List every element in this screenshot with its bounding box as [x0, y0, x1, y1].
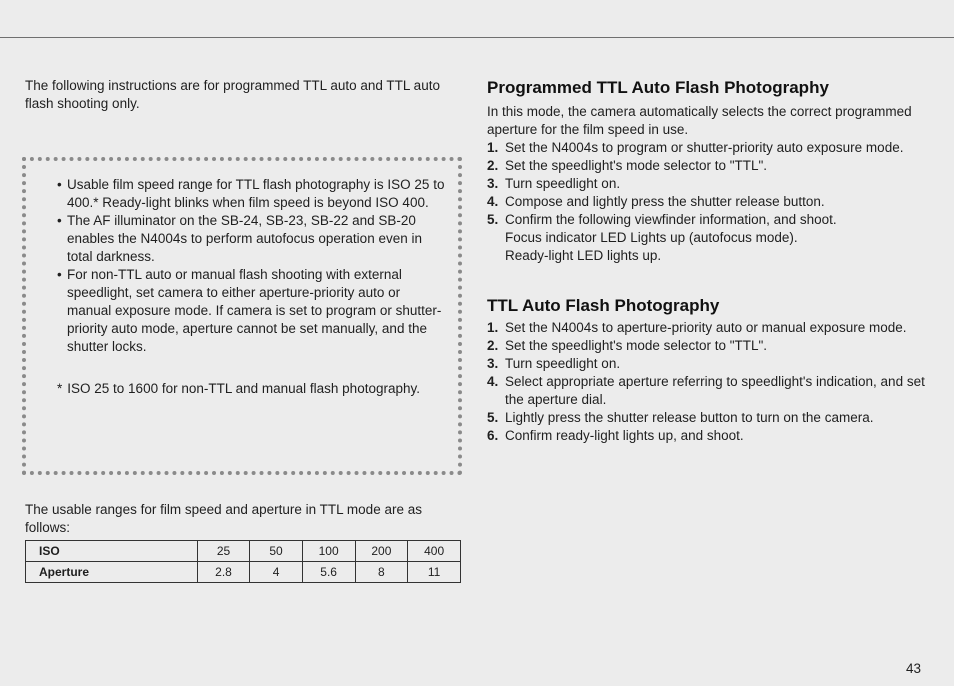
- step-number: 2.: [487, 158, 499, 173]
- step-number: 1.: [487, 320, 499, 335]
- footnote: [57, 380, 447, 398]
- programmed-heading: Programmed TTL Auto Flash Photography: [487, 78, 829, 97]
- table-cell: 200: [355, 541, 408, 562]
- table-row-aperture: [26, 562, 461, 583]
- table-cell: 11: [408, 562, 461, 583]
- table-cell: 2.8: [197, 562, 250, 583]
- step-item: [487, 319, 932, 337]
- step-subtext: Focus indicator LED Lights up (autofocus mode).: [505, 230, 798, 245]
- step-number: 5.: [487, 410, 499, 425]
- programmed-steps: [487, 139, 932, 265]
- step-text: Set the N4004s to program or shutter-priority auto exposure mode.: [505, 140, 904, 155]
- step-item: [487, 373, 932, 409]
- step-number: 5.: [487, 212, 499, 227]
- footnote-text: ISO 25 to 1600 for non-TTL and manual flash photography.: [67, 381, 420, 396]
- step-text: Set the speedlight's mode selector to "TTL".: [505, 338, 768, 353]
- step-text: Select appropriate aperture referring to speedlight's indication, and set the aperture dial.: [505, 374, 925, 407]
- table-intro: The usable ranges for film speed and aperture in TTL mode are as follows:: [25, 502, 422, 535]
- note-item: • The AF illuminator on the SB-24, SB-23, SB-22 and SB-20 enables the N4004s to perform autofocus operation even in total darkness.: [36, 212, 446, 266]
- notes-list: [36, 176, 446, 356]
- step-text: Lightly press the shutter release button to turn on the camera.: [505, 410, 874, 425]
- step-text: Turn speedlight on.: [505, 176, 621, 191]
- table-row-iso: [26, 541, 461, 562]
- intro-text: The following instructions are for programmed TTL auto and TTL auto flash shooting only.: [25, 78, 440, 111]
- step-text: Confirm the following viewfinder information, and shoot.: [505, 212, 837, 227]
- step-number: 6.: [487, 428, 499, 443]
- step-item: [487, 355, 932, 373]
- step-item: [487, 211, 932, 265]
- ranges-table: [25, 540, 461, 583]
- step-text: Compose and lightly press the shutter release button.: [505, 194, 825, 209]
- step-item: [487, 175, 932, 193]
- table-row-header: ISO: [26, 541, 198, 562]
- step-text: Set the N4004s to aperture-priority auto or manual exposure mode.: [505, 320, 907, 335]
- step-text: Set the speedlight's mode selector to "TTL".: [505, 158, 768, 173]
- top-rule: [0, 37, 954, 38]
- step-number: 1.: [487, 140, 499, 155]
- table-cell: 5.6: [302, 562, 355, 583]
- note-item: • For non-TTL auto or manual flash shooting with external speedlight, set camera to either aperture-priority auto or manual exposure mode. If camera is set to program or shutter-priority auto mode, aperture cannot be set manually, and the shutter locks.: [36, 266, 446, 356]
- step-number: 4.: [487, 374, 499, 389]
- step-item: [487, 409, 932, 427]
- step-number: 3.: [487, 356, 499, 371]
- page-number: 43: [906, 661, 922, 676]
- footnote-mark: *: [57, 381, 63, 396]
- step-subtext: Ready-light LED lights up.: [505, 248, 662, 263]
- programmed-intro: In this mode, the camera automatically selects the correct programmed aperture for the film speed in use.: [487, 104, 912, 137]
- step-number: 3.: [487, 176, 499, 191]
- step-item: [487, 157, 932, 175]
- step-item: [487, 337, 932, 355]
- ttl-steps: [487, 319, 932, 445]
- table-cell: 100: [302, 541, 355, 562]
- step-number: 2.: [487, 338, 499, 353]
- step-item: [487, 139, 932, 157]
- step-text: Confirm ready-light lights up, and shoot.: [505, 428, 744, 443]
- step-item: [487, 427, 932, 445]
- ttl-heading: TTL Auto Flash Photography: [487, 296, 720, 315]
- step-number: 4.: [487, 194, 499, 209]
- table-cell: 25: [197, 541, 250, 562]
- table-row-header: Aperture: [26, 562, 198, 583]
- table-cell: 400: [408, 541, 461, 562]
- note-item: • Usable film speed range for TTL flash photography is ISO 25 to 400.* Ready-light blinks when film speed is beyond ISO 400.: [36, 176, 446, 212]
- step-text: Turn speedlight on.: [505, 356, 621, 371]
- table-cell: 4: [250, 562, 302, 583]
- step-item: [487, 193, 932, 211]
- table-cell: 50: [250, 541, 302, 562]
- table-cell: 8: [355, 562, 408, 583]
